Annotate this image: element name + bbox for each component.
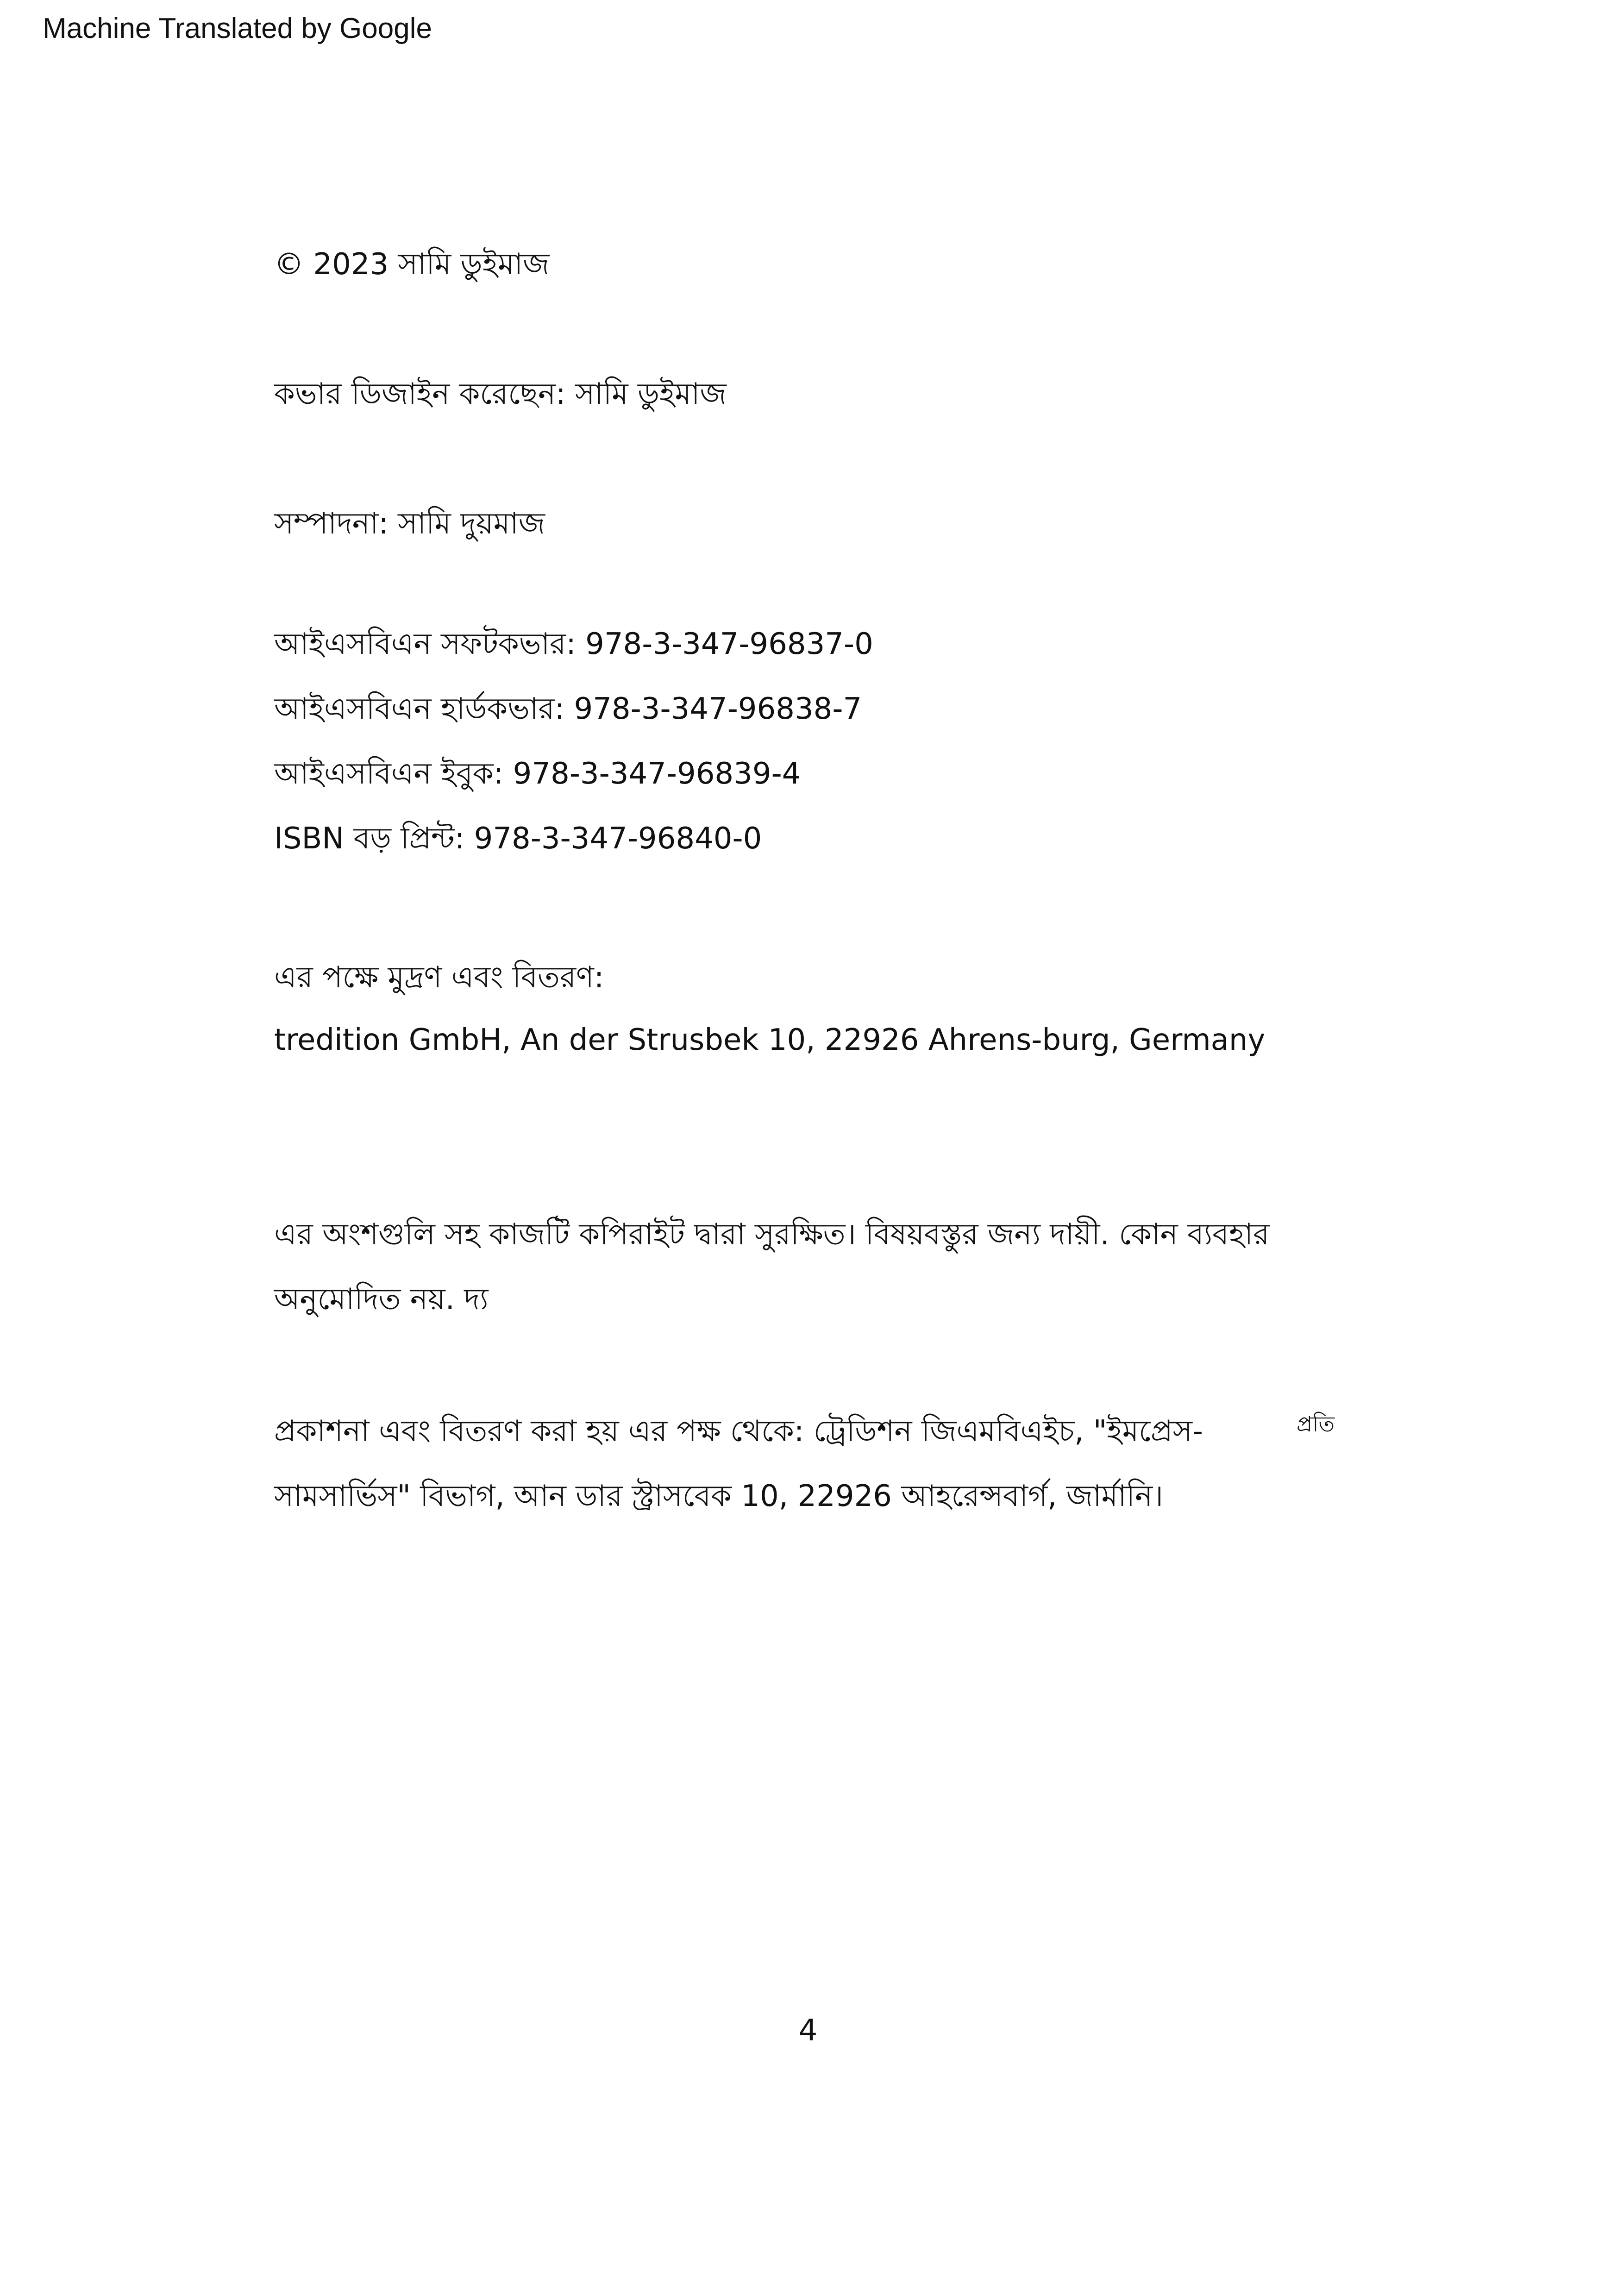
page-number: 4 bbox=[798, 2014, 818, 2048]
cover-design-line: কভার ডিজাইন করেছেন: সামি ডুইমাজ bbox=[274, 377, 727, 411]
printing-distribution-heading: এর পক্ষে মুদ্রণ এবং বিতরণ: bbox=[274, 960, 604, 995]
machine-translation-note: Machine Translated by Google bbox=[43, 13, 432, 44]
publisher-address: tredition GmbH, An der Strusbek 10, 22926 Ahrens-burg, Germany bbox=[274, 1023, 1266, 1057]
rights-paragraph-line: অনুমোদিত নয়. দ্য bbox=[274, 1282, 489, 1317]
isbn-ebook-line: আইএসবিএন ইবুক: 978-3-347-96839-4 bbox=[274, 757, 801, 791]
publication-paragraph-line: প্রকাশনা এবং বিতরণ করা হয় এর পক্ষ থেকে: ট্রেডিশন জিএমবিএইচ, "ইমপ্রেস- bbox=[274, 1414, 1203, 1449]
editing-line: সম্পাদনা: সামি দুয়মাজ bbox=[274, 507, 545, 541]
isbn-softcover-line: আইএসবিএন সফটকভার: 978-3-347-96837-0 bbox=[274, 627, 873, 661]
isbn-large-print-line: ISBN বড় প্রিন্ট: 978-3-347-96840-0 bbox=[274, 822, 762, 856]
copyright-line: © 2023 সামি ডুইমাজ bbox=[274, 247, 550, 282]
marginal-note: প্রতি bbox=[1297, 1411, 1335, 1437]
isbn-hardcover-line: আইএসবিএন হার্ডকভার: 978-3-347-96838-7 bbox=[274, 692, 862, 726]
publication-paragraph-line: সামসার্ভিস" বিভাগ, আন ডার স্ট্রাসবেক 10, 22926 আহরেন্সবার্গ, জার্মানি। bbox=[274, 1479, 1164, 1513]
rights-paragraph-line: এর অংশগুলি সহ কাজটি কপিরাইট দ্বারা সুরক্ষিত। বিষয়বস্তুর জন্য দায়ী. কোন ব্যবহার bbox=[274, 1217, 1270, 1252]
